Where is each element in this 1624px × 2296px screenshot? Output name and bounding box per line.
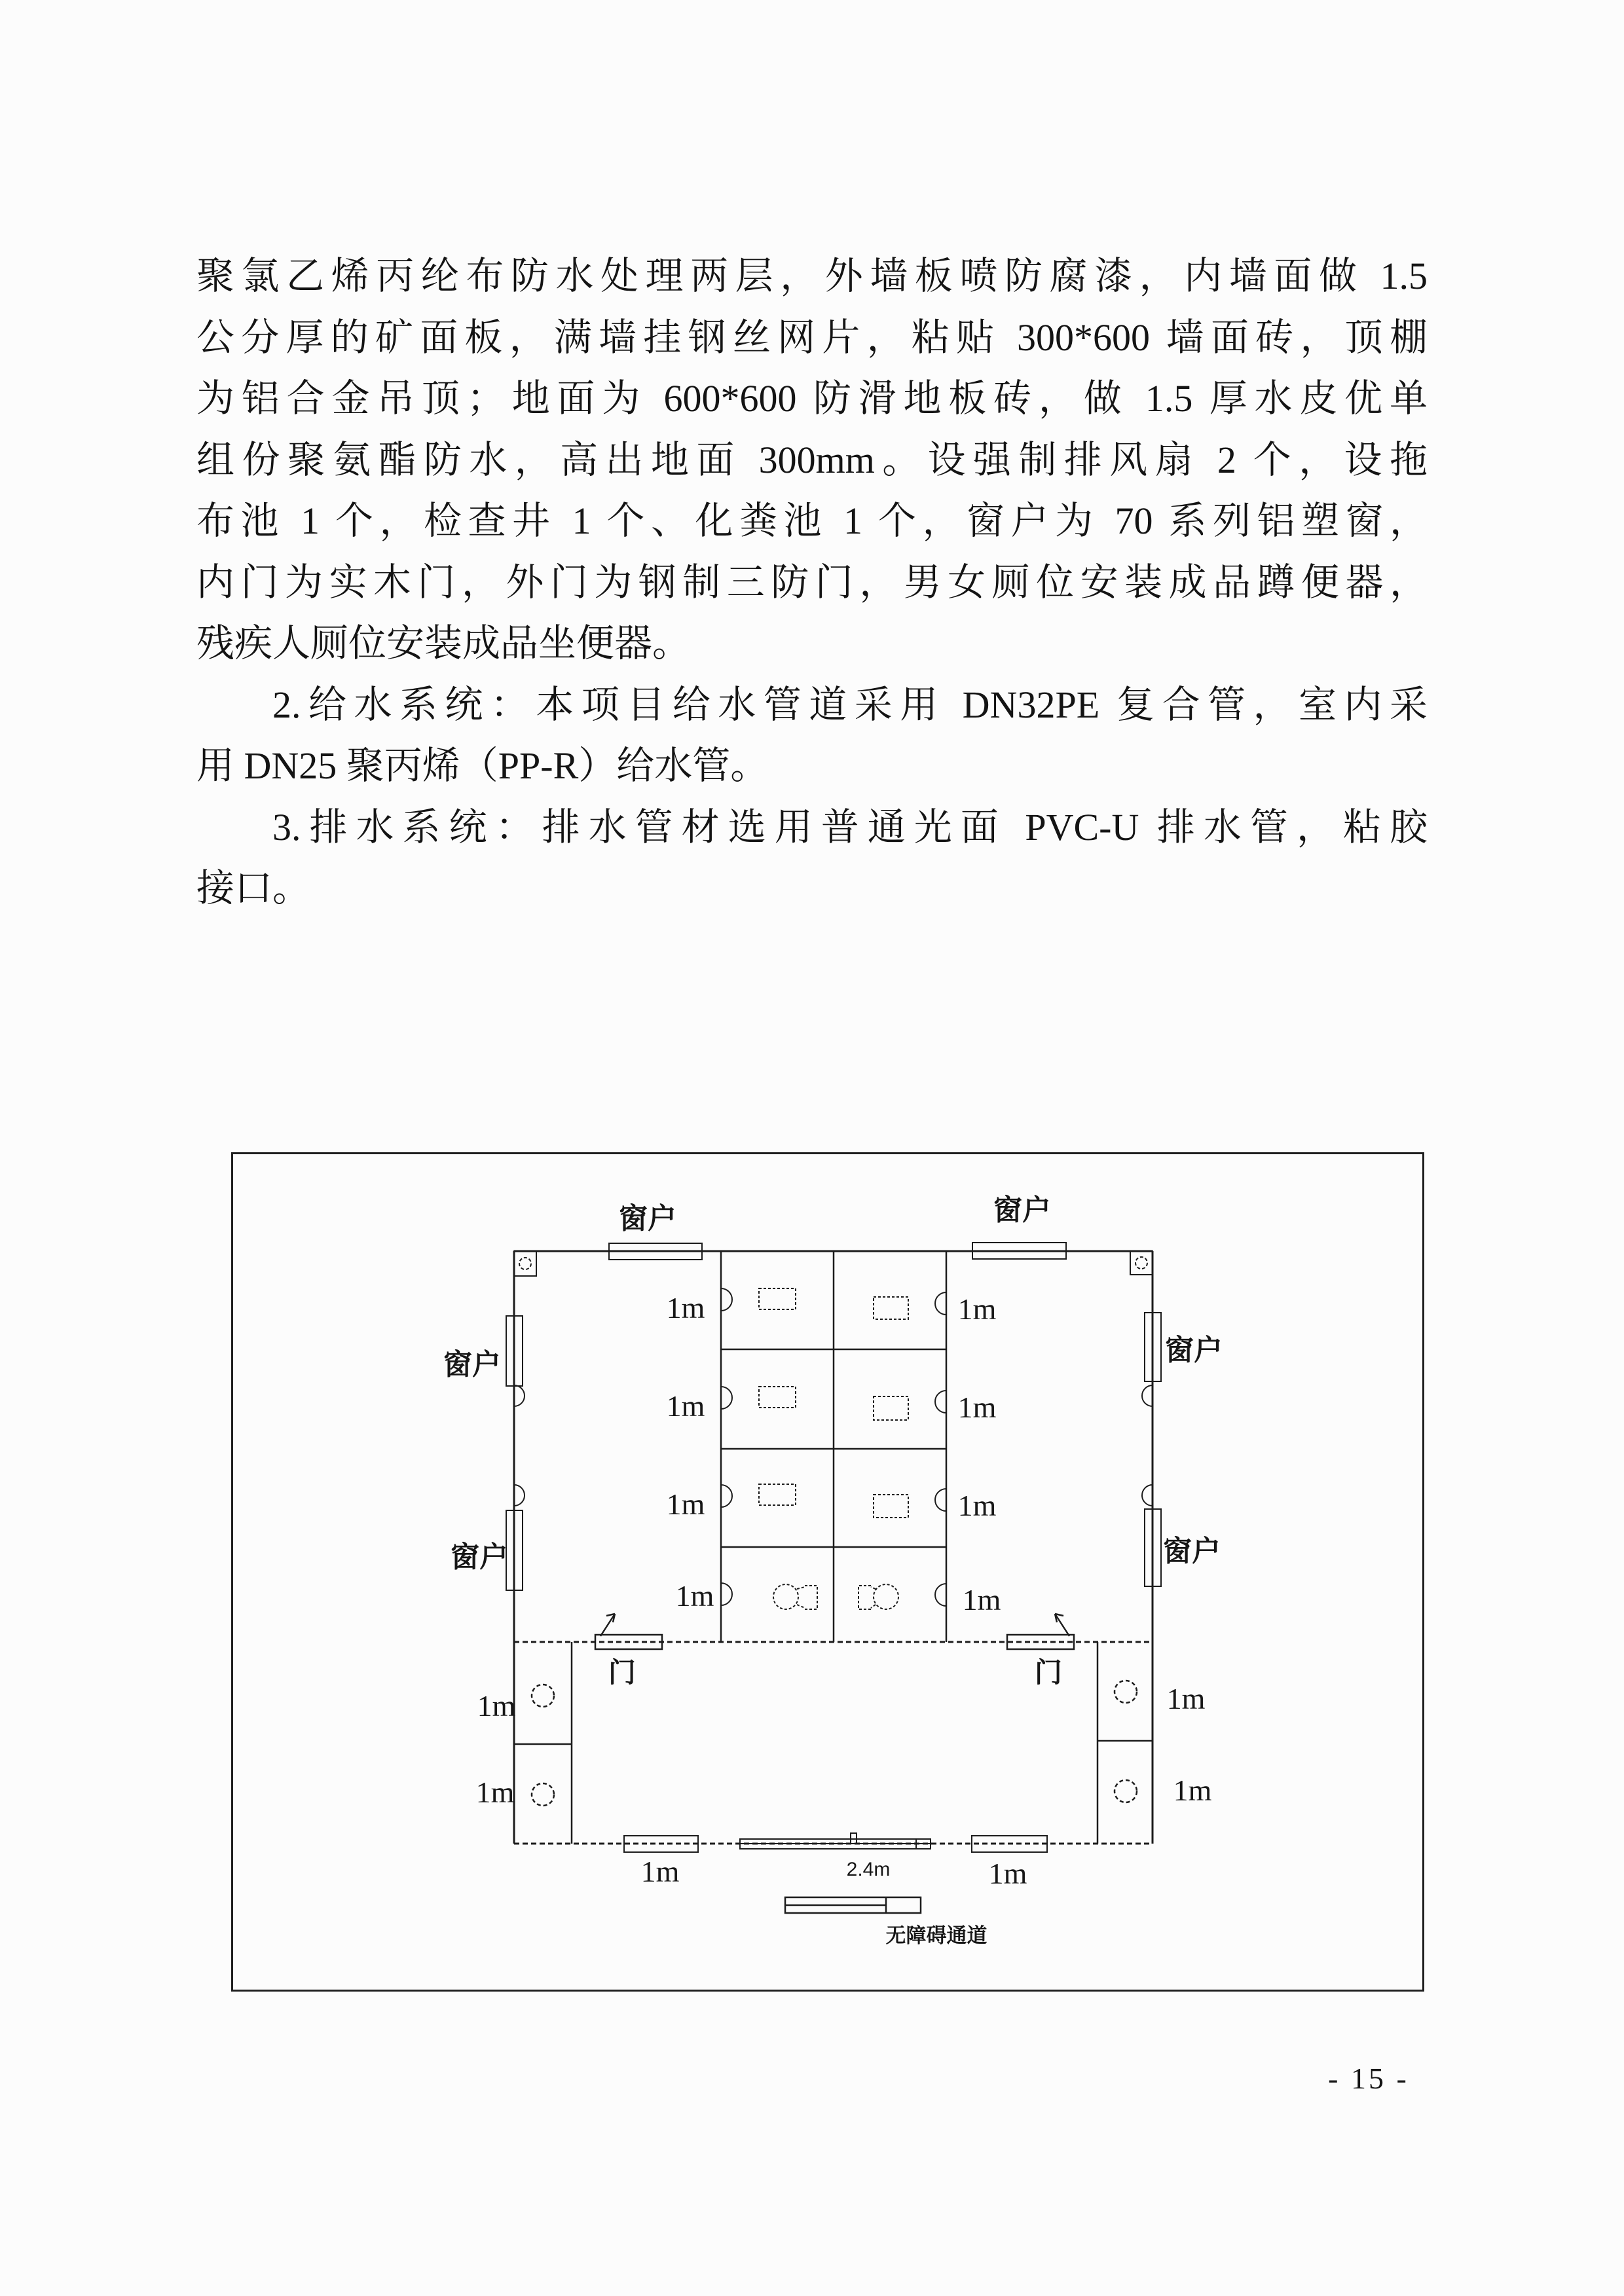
toilet-bowl-icon xyxy=(773,1584,798,1609)
squat-pan-icon xyxy=(759,1387,796,1408)
corner-box-left xyxy=(514,1251,536,1276)
corner-box-right xyxy=(1130,1251,1153,1275)
dim-1m: 1m xyxy=(957,1391,997,1424)
text-line: 公分厚的矿面板，满墙挂钢丝网片，粘贴 300*600 墙面砖，顶棚 xyxy=(196,316,1428,359)
basin-circle-icon xyxy=(1115,1780,1137,1802)
squat-pan-icon xyxy=(874,1495,908,1518)
door-swing-arrow-icon xyxy=(600,1614,615,1636)
wall-arc-icon xyxy=(1142,1385,1153,1406)
window-label: 窗户 xyxy=(1165,1334,1223,1366)
door-arc-icon xyxy=(935,1584,946,1606)
dim-1m: 1m xyxy=(666,1389,705,1423)
dim-1m: 1m xyxy=(957,1292,997,1326)
door-arc-icon xyxy=(721,1485,732,1507)
window-label: 窗户 xyxy=(451,1541,508,1573)
toilet-neck xyxy=(871,1605,876,1608)
dim-1m: 1m xyxy=(988,1857,1027,1890)
dim-1m: 1m xyxy=(962,1583,1001,1616)
dim-2-4m: 2.4m xyxy=(846,1859,891,1880)
main-entrance xyxy=(740,1833,931,1849)
accessible-toilets xyxy=(773,1584,898,1609)
door-label: 门 xyxy=(608,1657,637,1688)
door-arc-icon xyxy=(935,1489,946,1511)
door-arc-icon xyxy=(721,1387,732,1409)
window-label: 窗户 xyxy=(443,1349,501,1381)
door-arc-icon xyxy=(721,1288,732,1311)
vent-circle-icon xyxy=(1135,1257,1147,1269)
dim-1m: 1m xyxy=(640,1855,680,1888)
dimension-labels xyxy=(476,1291,1212,1890)
text-line-water-supply: 2.给水系统：本项目给水管道采用 DN32PE 复合管，室内采 xyxy=(272,683,1428,726)
dim-1m: 1m xyxy=(1166,1682,1206,1715)
text-line: 组份聚氨酯防水，高出地面 300mm。设强制排风扇 2 个，设拖 xyxy=(196,438,1428,481)
dim-1m: 1m xyxy=(957,1489,997,1522)
toilet-neck xyxy=(797,1587,805,1589)
door-swing-arrow-icon xyxy=(1055,1614,1069,1636)
floor-plan-svg xyxy=(233,1154,1422,1990)
door-arc-icon xyxy=(721,1583,732,1605)
window-label: 窗户 xyxy=(993,1194,1051,1226)
door-arc-icon xyxy=(935,1391,946,1413)
door-arc-icon xyxy=(935,1292,946,1315)
squat-pan-icon xyxy=(874,1297,908,1319)
dim-1m: 1m xyxy=(1173,1774,1212,1807)
toilet-neck xyxy=(797,1605,805,1608)
paragraph-block xyxy=(196,246,1428,919)
wall-arc-icon xyxy=(1142,1485,1153,1506)
ramp-label: 无障碍通道 xyxy=(885,1924,987,1947)
basin-circle-icon xyxy=(532,1685,554,1707)
toilet-tank-icon xyxy=(858,1586,871,1609)
basins xyxy=(532,1681,1137,1806)
text-line: 聚氯乙烯丙纶布防水处理两层，外墙板喷防腐漆，内墙面做 1.5 xyxy=(196,255,1428,297)
door-label: 门 xyxy=(1034,1657,1063,1688)
text-line: 布池 1 个，检查井 1 个、化粪池 1 个，窗户为 70 系列铝塑窗， xyxy=(196,500,1428,542)
dim-1m: 1m xyxy=(675,1579,714,1613)
text-line-drainage: 3.排水系统：排水管材选用普通光面 PVC-U 排水管，粘胶 xyxy=(272,805,1428,848)
floor-plan-figure xyxy=(231,1152,1424,1992)
text-line: 接口。 xyxy=(196,867,311,909)
wall-arc-icon xyxy=(514,1485,525,1506)
stall-partitions xyxy=(514,1251,1153,1844)
toilet-tank-icon xyxy=(805,1586,817,1609)
window-label: 窗户 xyxy=(1163,1535,1221,1567)
text-line: 残疾人厕位安装成品坐便器。 xyxy=(196,622,691,665)
dim-1m: 1m xyxy=(477,1689,516,1722)
toilet-neck xyxy=(871,1587,876,1589)
window-label: 窗户 xyxy=(619,1203,676,1235)
dim-1m: 1m xyxy=(475,1776,515,1809)
basin-circle-icon xyxy=(532,1783,554,1806)
squat-pan-icon xyxy=(759,1484,796,1505)
text-line: 内门为实木门，外门为钢制三防门，男女厕位安装成品蹲便器， xyxy=(196,560,1428,604)
basin-circle-icon xyxy=(1115,1681,1137,1703)
entrance-doors xyxy=(595,1614,1074,1688)
page-number: - 15 - xyxy=(1328,2062,1409,2095)
wall-arc-icon xyxy=(514,1385,525,1406)
text-line: 用 DN25 聚丙烯（PP-R）给水管。 xyxy=(196,744,769,787)
dim-1m: 1m xyxy=(666,1291,705,1324)
vent-circle-icon xyxy=(519,1258,531,1269)
squat-pan-icon xyxy=(874,1396,908,1420)
toilet-bowl-icon xyxy=(874,1584,898,1609)
squat-pan-icon xyxy=(759,1288,796,1309)
text-line: 为铝合金吊顶；地面为 600*600 防滑地板砖，做 1.5 厚水皮优单 xyxy=(196,377,1428,420)
dim-1m: 1m xyxy=(666,1487,705,1521)
ramp xyxy=(785,1897,987,1947)
